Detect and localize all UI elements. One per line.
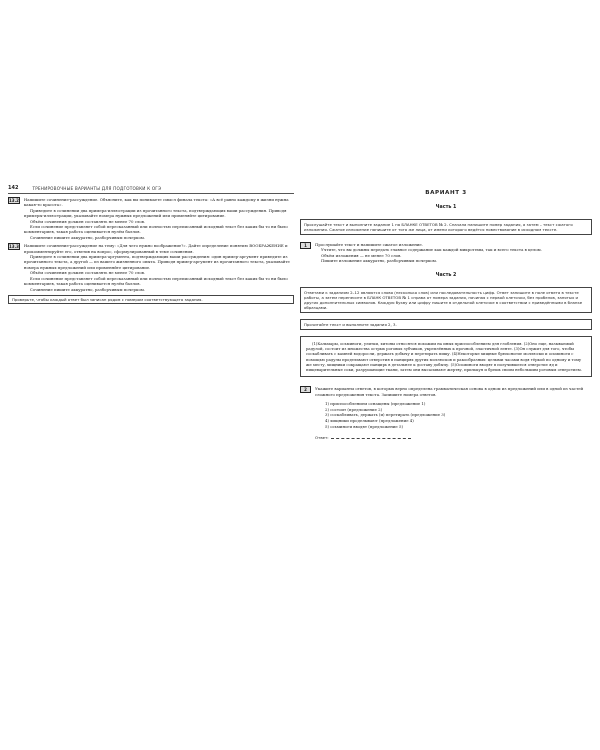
task-paragraph: Объём изложения — не менее 70 слов. (321, 252, 402, 258)
task-paragraph: Сочинение пишите аккуратно, разборчивым почерком. (29, 286, 146, 292)
answer-option: 3) соскабливать, держать (и) перетирать (предложение 3) (325, 412, 446, 418)
running-title: ТРЕНИРОВОЧНЫЕ ВАРИАНТЫ ДЛЯ ПОДГОТОВКИ К ОГЭ (32, 185, 162, 191)
task-paragraph: Объём сочинения должен составлять не менее 70 слов. (29, 270, 146, 276)
answer-option: 4) хищники проделывают (предложение 4) (325, 418, 414, 423)
reading-text-box (300, 336, 592, 378)
read-note: Прочитайте текст и выполните задания 2, 3. (300, 319, 592, 330)
part1-title: Часть 1 (435, 205, 457, 210)
answer-line (315, 435, 592, 440)
answer-field[interactable] (331, 438, 411, 439)
answer-options (315, 401, 592, 429)
task-lead: Прослушайте текст и напишите сжатое изложение. (315, 242, 423, 247)
task-number-badge: 13.2 (9, 198, 19, 203)
answer-option: 2) состоит (предложение 2) (325, 406, 383, 412)
task-number-badge: 2 (300, 386, 311, 393)
task-paragraph: Приведите в сочинении два примера-аргумента, подтверждающих ваши рассуждения: один пример-аргумент приведите из прочитанного текста, а другой — из вашего жизненного опыта. Приводя пример-аргумент из прочитанного текста, указывайте номера нужных предложений или применяйте цитирование. (23, 254, 290, 270)
task-number-badge: 13.3 (9, 244, 19, 250)
page-number: 142 (8, 185, 19, 191)
task-lead: Укажите варианты ответов, в которых верно определена грамматическая основа в одном из предложений или в одной из частей сложного предложения текста. Запишите номера ответов. (315, 386, 584, 397)
task-paragraph: Приведите в сочинении два примера-иллюстрации из прочитанного текста, подтверждающих ваши рассуждения. Приводя примеры-иллюстрации, указывайте номера нужных предложений или применяйте цитирование. (23, 207, 287, 219)
task-paragraph: Сочинение пишите аккуратно, разборчивым почерком. (29, 234, 146, 240)
part2-title: Часть 2 (435, 272, 457, 278)
variant-title: ВАРИАНТ 3 (425, 190, 467, 196)
answer-label: Ответ: (315, 435, 329, 441)
reading-text: (1)Кальмары, осьминоги, улитки, хитоны относятся похожим на иных приспособлением для глобления. (2)Оно еще, называемый радулой, состоит из множества острых роговых зубчиков, укреплённых к прочной, эластичной ленте. (3)Он служит для того, чтобы соскабливать с камней водоросли, держать добычу и перетирать пищу. (4)Некоторые хищные брюхоногие моллюски и осьминоги с помощью радулы продельвают отверстия в панцирях других моллюсков и ракообразных: целыми часами водя тёркой по одному и тому же месту, хищники сокращают панцирь в детальнее к доставу добычу. (5)Осьминоги вводят в получившееся отверстие яд и пищеварительные соки, разрушающие ткани, затем они высасывают жертву, прилькуя и брешь своим небольшим ротовым отверстием. (306, 340, 582, 373)
task-paragraph: Если сочинение представляет собой пересказанный или полностью переписанный исходный текст без каких бы то ни было комментариев, такая работа оценивается нулём баллов. (23, 224, 288, 235)
answer-option: 5) осьминоги вводят (предложение 5) (325, 423, 403, 429)
page-header (8, 185, 294, 194)
task-1 (300, 242, 592, 264)
task-paragraph: Если сочинение представляет собой пересказанный или полностью переписанный исходный текст без каких бы то ни было комментариев, такая работа оценивается нулём баллов. (23, 275, 288, 287)
task-paragraph: Объём сочинения должен составлять не менее 70 слов. (29, 218, 146, 224)
check-note: Проверьте, чтобы каждый ответ был записан рядом с номером соответствующего задания. (8, 295, 294, 304)
task-number-badge: 1 (300, 242, 311, 249)
task-2 (300, 386, 592, 440)
task-13-3 (8, 243, 294, 292)
task-paragraph: Пишите изложение аккуратно, разборчивым почерком. (321, 258, 438, 264)
task-lead: Напишите сочинение-рассуждение на тему: «Для чего нужно воображение?». Дайте определение понятию ВООБРАЖЕНИЕ и прокомментируйте его, ответив на вопрос, сформулированный в теме сочинения. (23, 243, 288, 254)
left-page (8, 185, 294, 410)
task-paragraph: Учтите, что вы должны передать главное содержание как каждой микротемы, так и всего текста в целом. (321, 247, 542, 253)
right-page (300, 180, 592, 575)
part1-instruction: Прослушайте текст и выполните задание 1 на БЛАНКЕ ОТВЕТОВ № 2. Сначала напишите номер задания, а затем – текст сжатого изложения. Сжатое изложение напишите от того же лица, от имени которого ведётся повествование в исходном тексте. (300, 219, 592, 235)
task-lead: Напишите сочинение-рассуждение. Объясните, как вы понимаете смысл финала текста: «А всё равно каждому в жизни нужна какая-то красота». (23, 197, 289, 208)
part2-instruction: Ответами к заданиям 2–12 являются слово (несколько слов) или последовательность цифр. Ответ запишите в поле ответа в тексте работы, а затем перенесите в БЛАНК ОТВЕТОВ № 1 справа от номера задания, начиная с первой клеточки, без пробелов, запятых и других дополнительных символов. Каждую букву или цифру пишите в отдельной клеточке в соответствии с приведёнными в бланке образцами. (300, 287, 592, 313)
task-13-2 (8, 197, 294, 240)
answer-option: 1) приспособлением оснащены (предложение 1) (325, 401, 426, 407)
